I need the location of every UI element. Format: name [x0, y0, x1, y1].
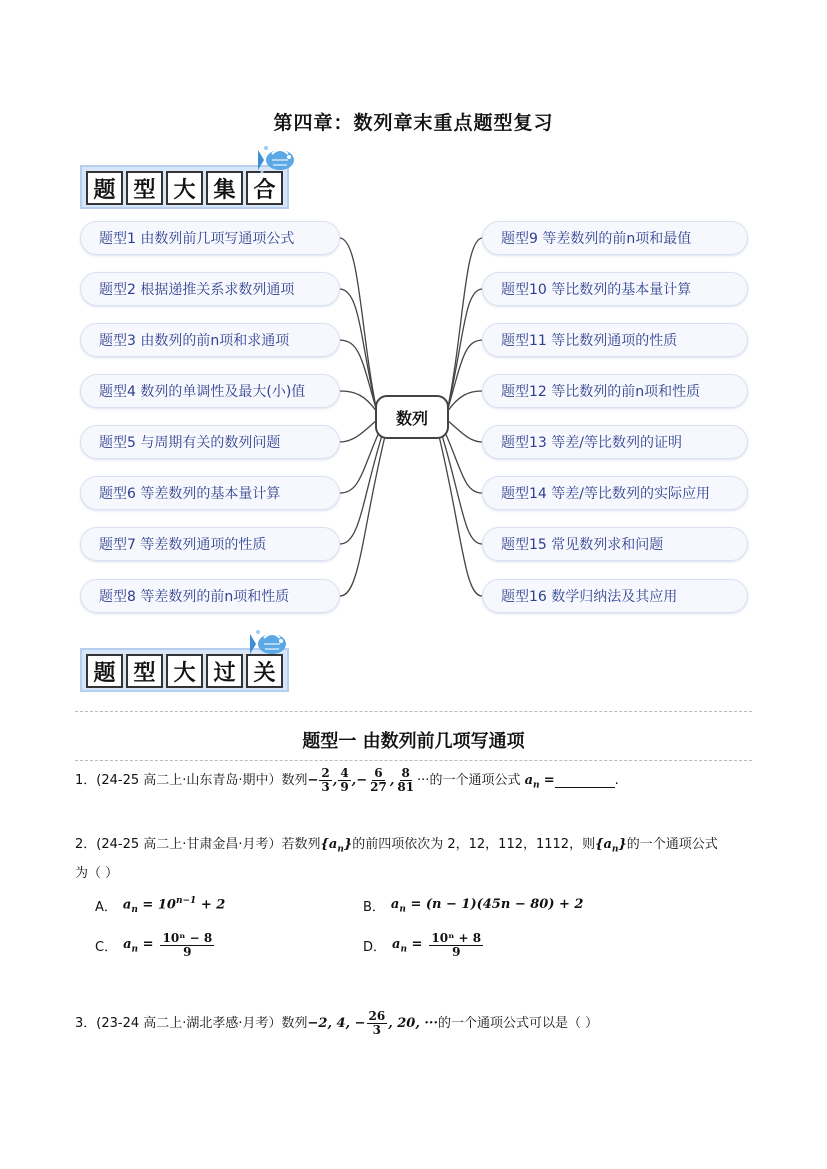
an-sub: n [400, 944, 407, 955]
left-topic-4[interactable]: 题型4 数列的单调性及最大(小)值 [80, 374, 340, 408]
divider [75, 760, 752, 761]
banner-char: 型 [126, 654, 163, 688]
fish-icon [250, 626, 292, 662]
section-title: 题型一 由数列前几项写通项 [302, 731, 525, 752]
right-topic-11[interactable]: 题型11 等比数列通项的性质 [482, 323, 748, 357]
option-d[interactable]: D． $a_n$ = $\frac{\text{10ⁿ + 8}}{9}$ [363, 931, 482, 959]
num: 10ⁿ − 8 [162, 931, 213, 945]
num: 26 [368, 1009, 386, 1023]
question-3 [75, 1010, 598, 1037]
q1-an-sub: n [533, 780, 540, 791]
q2-seq-close: } [618, 837, 627, 852]
divider [75, 711, 752, 712]
q2-seq-sub: n [337, 844, 344, 855]
q2-text-b: 的前四项依次为 2，12，112，1112，则 [352, 837, 596, 852]
q1-sign: − [307, 773, 319, 788]
banner-char: 大 [166, 654, 203, 688]
question-2-line-2: 为（ ） [75, 866, 119, 881]
q3-seq-b: , 20, ··· [388, 1016, 438, 1031]
an: a [123, 936, 132, 952]
q1-frac-4 [395, 767, 416, 794]
q1-sign: − [356, 773, 368, 788]
q2-seq-close: } [343, 837, 353, 852]
q1-an: a [524, 773, 534, 788]
den: 9 [340, 780, 349, 794]
q1-end: . [614, 773, 619, 788]
an: a [392, 936, 401, 952]
option-label: A． [95, 900, 117, 915]
q1-prefix: 1．(24-25 高二上·山东青岛·期中）数列 [75, 773, 308, 788]
left-topic-5[interactable]: 题型5 与周期有关的数列问题 [80, 425, 340, 459]
q2-text-a: 2．(24-25 高二上·甘肃金昌·月考）若数列 [75, 837, 321, 852]
option-d-frac [429, 932, 483, 959]
right-topic-12[interactable]: 题型12 等比数列的前n项和性质 [482, 374, 748, 408]
q3-frac [367, 1010, 388, 1037]
banner-char: 关 [246, 654, 283, 688]
den: 3 [372, 1023, 382, 1037]
den: 27 [370, 780, 387, 794]
left-topic-1[interactable]: 题型1 由数列前几项写通项公式 [80, 221, 340, 255]
banner-char: 过 [206, 654, 243, 688]
banner-char: 题 [86, 654, 123, 688]
an: a [122, 897, 132, 913]
option-label: C． [95, 940, 118, 955]
option-label: B． [363, 900, 385, 915]
q1-frac-2 [338, 767, 350, 794]
q1-frac-3 [368, 767, 389, 794]
question-2-line-1 [75, 834, 718, 861]
q2-seq: {a [320, 837, 338, 852]
den: 9 [183, 945, 192, 959]
banner-char: 集 [206, 171, 243, 205]
an-sub: n [131, 904, 138, 915]
left-topic-3[interactable]: 题型3 由数列的前n项和求通项 [80, 323, 340, 357]
q2-text-c: 的一个通项公式 [626, 837, 718, 852]
q2-seq-sub: n [611, 844, 619, 855]
num: 4 [340, 766, 349, 780]
banner-char: 合 [246, 171, 283, 205]
option-label: D． [363, 940, 387, 955]
right-topic-15[interactable]: 题型15 常见数列求和问题 [482, 527, 748, 561]
q3-seq-a: −2, 4, − [307, 1016, 366, 1031]
option-b[interactable] [363, 896, 583, 915]
num: 2 [321, 766, 330, 780]
right-topic-9[interactable]: 题型9 等差数列的前n项和最值 [482, 221, 748, 255]
q1-eq: = [543, 773, 555, 788]
option-c-frac [160, 932, 214, 959]
right-topic-14[interactable]: 题型14 等差/等比数列的实际应用 [482, 476, 748, 510]
expr: = 10 [142, 897, 176, 913]
right-topic-10[interactable]: 题型10 等比数列的基本量计算 [482, 272, 748, 306]
den: 9 [452, 945, 461, 959]
banner-char: 大 [166, 171, 203, 205]
q3-suffix: 的一个通项公式可以是（ ） [437, 1016, 599, 1031]
option-c[interactable]: C． $a_n$ = $\frac{\text{10ⁿ − 8}}{9}$ [95, 931, 213, 959]
an: a [390, 896, 400, 912]
expr-tail: + 2 [196, 897, 226, 913]
q1-middle: ···的一个通项公式 [417, 773, 521, 788]
answer-blank[interactable] [555, 787, 615, 788]
q1-frac-1 [319, 767, 331, 794]
left-topic-2[interactable]: 题型2 根据递推关系求数列通项 [80, 272, 340, 306]
expr-sup: n−1 [175, 896, 197, 907]
question-1: 1．(24-25 高二上·山东青岛·期中）数列− $\frac{2}{3}$ , $\frac{4}{9}$ ,− $\frac{6}{27}$ , $\frac{8}{81}$ ···的一个通项公式 $a_n$ = . [75, 766, 619, 794]
expr: = (n − 1)(45n − 80) + 2 [410, 896, 584, 912]
right-topic-16[interactable]: 题型16 数学归纳法及其应用 [482, 579, 748, 613]
right-topic-13[interactable]: 题型13 等差/等比数列的证明 [482, 425, 748, 459]
banner-char: 题 [86, 171, 123, 205]
page-title: 第四章：数列章末重点题型复习 [273, 112, 554, 134]
option-a[interactable] [95, 896, 225, 915]
num: 10ⁿ + 8 [431, 931, 482, 945]
den: 81 [397, 780, 415, 794]
banner-char: 型 [126, 171, 163, 205]
an-sub: n [131, 944, 139, 955]
left-topic-7[interactable]: 题型7 等差数列通项的性质 [80, 527, 340, 561]
mindmap-center: 数列 [375, 395, 449, 439]
den: 3 [321, 780, 330, 794]
left-topic-8[interactable]: 题型8 等差数列的前n项和性质 [80, 579, 340, 613]
num: 8 [401, 766, 410, 780]
q3-prefix: 3．(23-24 高二上·湖北孝感·月考）数列 [75, 1016, 308, 1031]
left-topic-6[interactable]: 题型6 等差数列的基本量计算 [80, 476, 340, 510]
an-sub: n [399, 904, 406, 915]
q2-seq: {a [595, 837, 612, 852]
num: 6 [374, 766, 383, 780]
